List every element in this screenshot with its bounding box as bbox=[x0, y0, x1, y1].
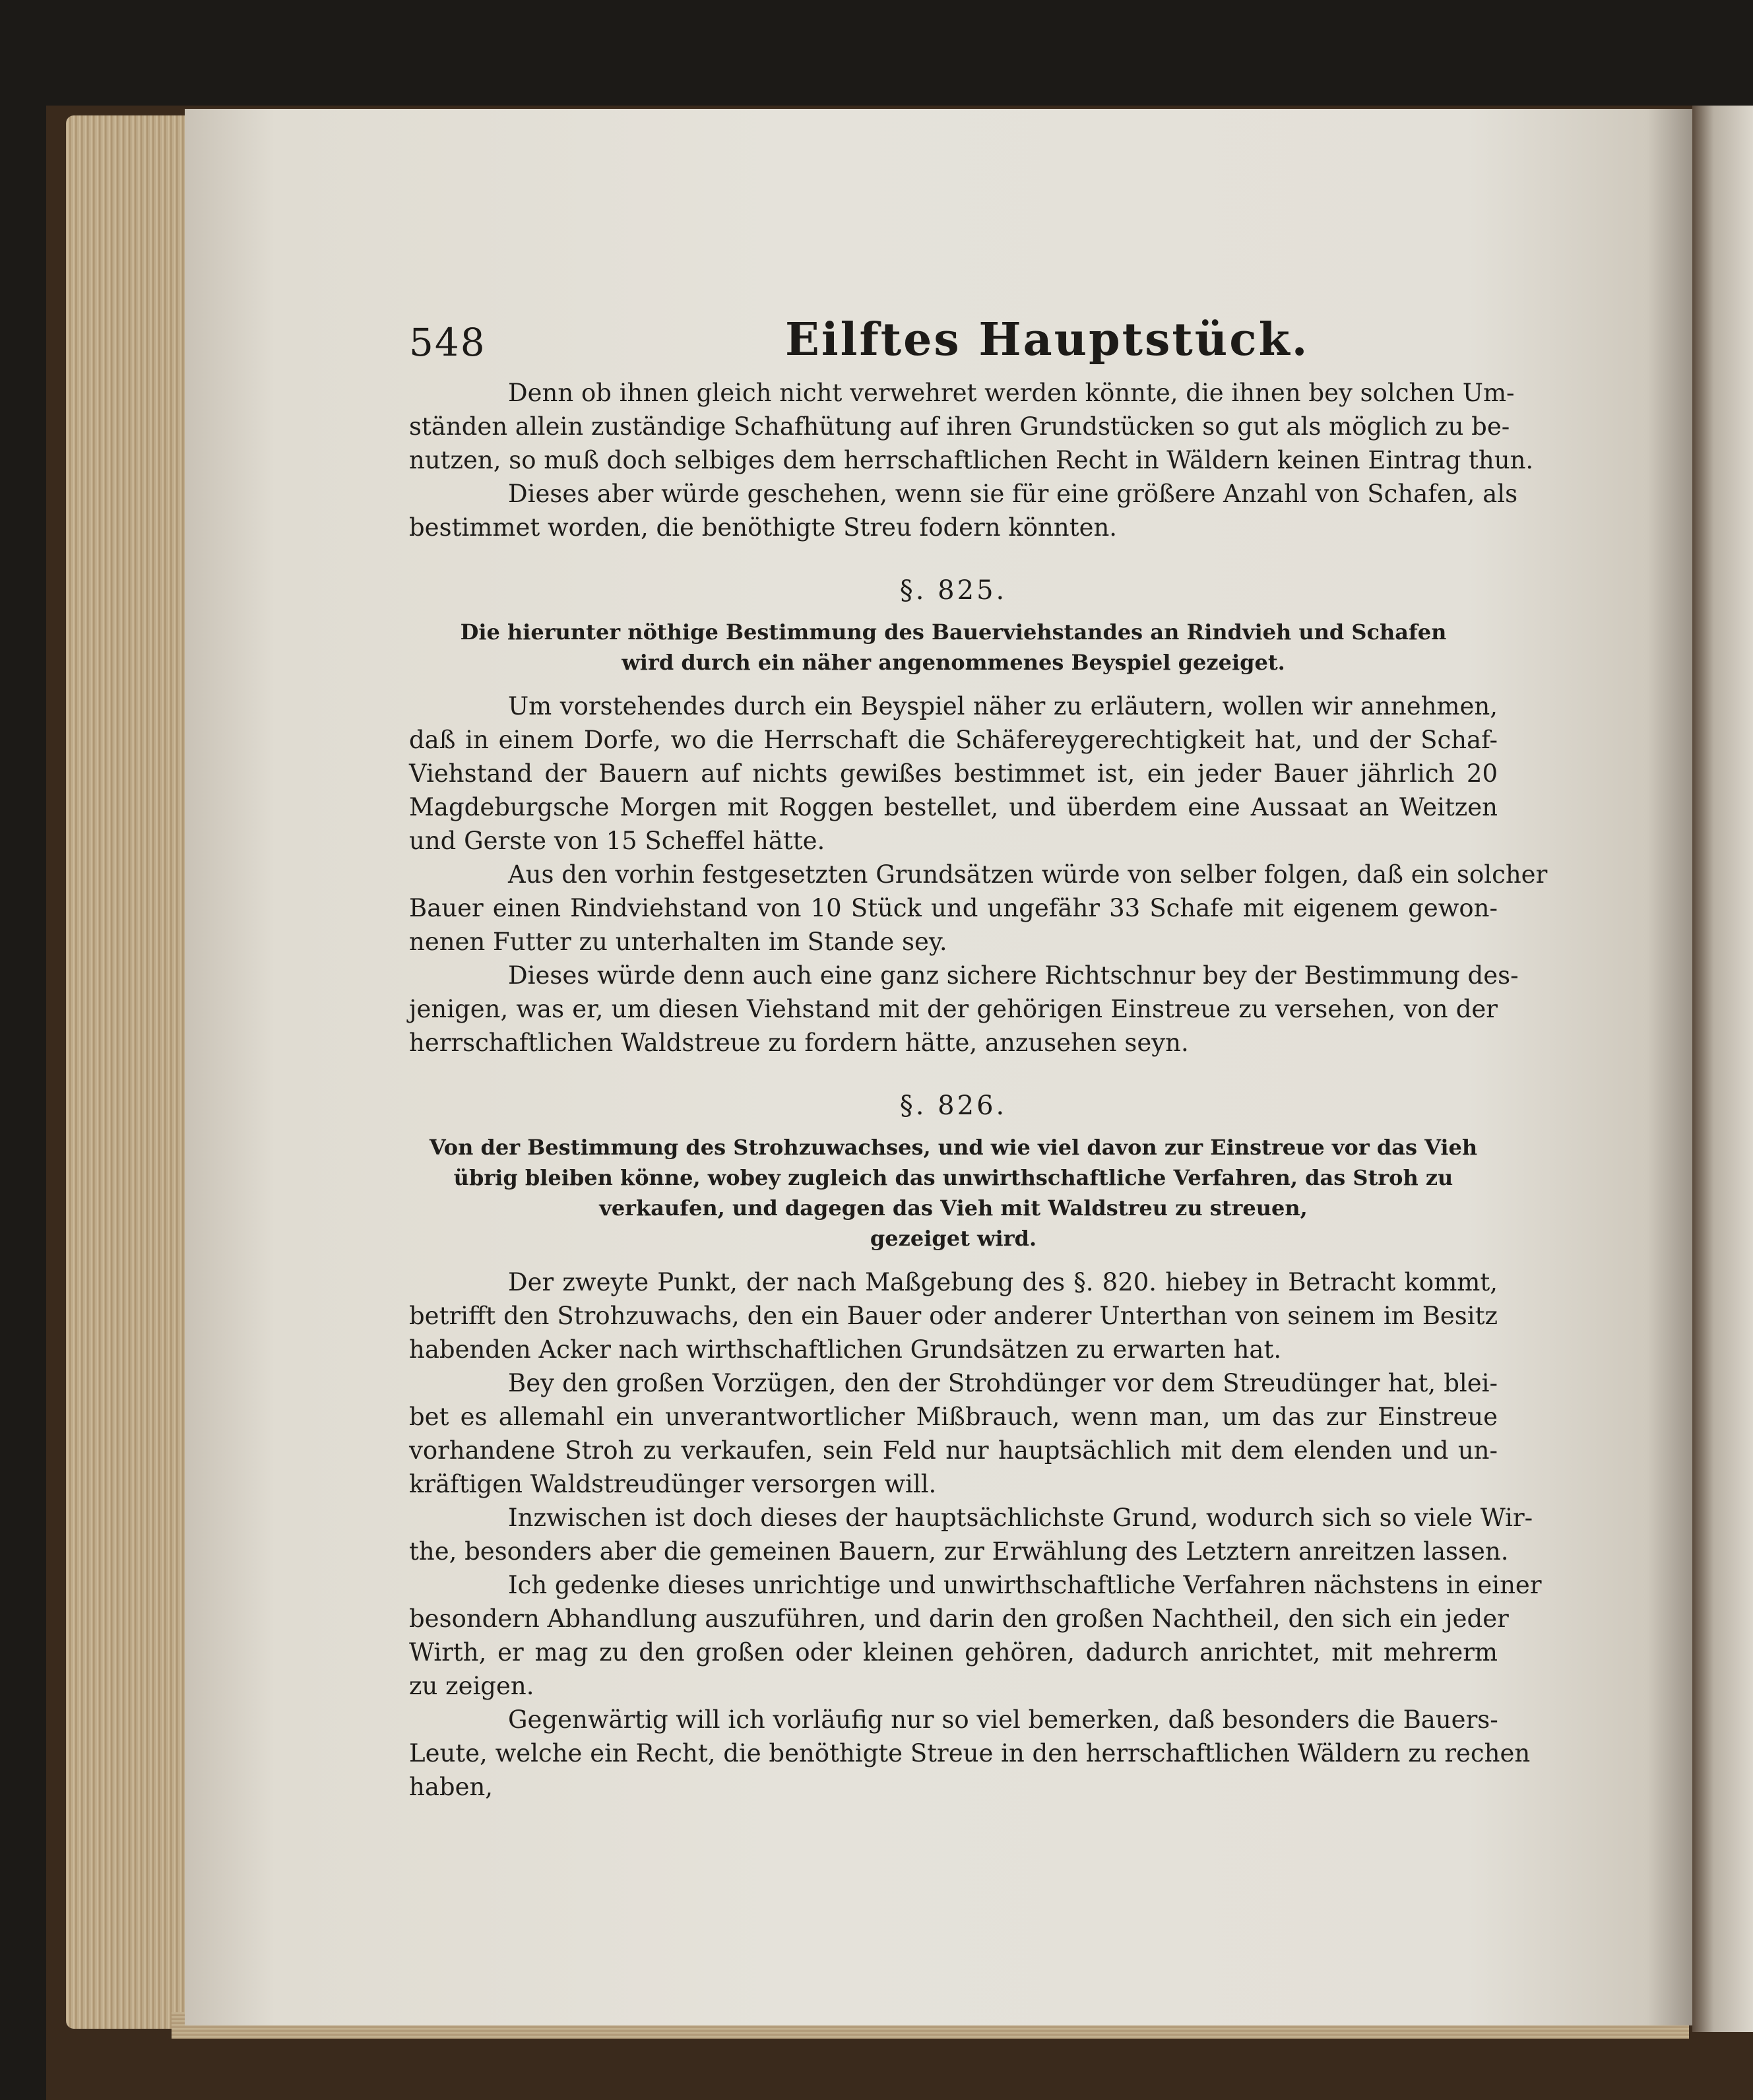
text-line: jenigen, was er, um diesen Viehstand mit der gehörigen Einstreue zu versehen, von der bbox=[409, 995, 1498, 1023]
summary-line: gezeiget wird. bbox=[870, 1226, 1037, 1251]
text-line: nenen Futter zu unterhalten im Stande sey. bbox=[409, 928, 947, 956]
text-line: betrifft den Strohzuwachs, den ein Bauer oder anderer Unterthan von seinem im Besitz bbox=[409, 1302, 1498, 1330]
text-line: und Gerste von 15 Scheffel hätte. bbox=[409, 827, 825, 855]
text-line: Leute, welche ein Recht, die benöthigte Streue in den herrschaftlichen Wäldern zu rechen bbox=[409, 1739, 1531, 1767]
text-line: herrschaftlichen Waldstreue zu fordern hätte, anzusehen seyn. bbox=[409, 1029, 1189, 1057]
text-line: the, besonders aber die gemeinen Bauern, zur Erwählung des Letztern anreitzen lassen. bbox=[409, 1537, 1509, 1566]
text-line: Dieses aber würde geschehen, wenn sie für eine größere Anzahl von Schafen, als bbox=[508, 480, 1518, 508]
text-line: Magdeburgsche Morgen mit Roggen bestellet, und überdem eine Aussaat an Weitzen bbox=[409, 793, 1498, 821]
text-line: Ich gedenke dieses unrichtige und unwirthschaftliche Verfahren nächstens in einer bbox=[508, 1571, 1542, 1599]
text-line: kräftigen Waldstreudünger versorgen will. bbox=[409, 1470, 937, 1498]
running-title: Eilftes Hauptstück. bbox=[785, 313, 1310, 366]
intro-paragraph bbox=[409, 376, 1534, 544]
text-line: Denn ob ihnen gleich nicht verwehret werden könnte, die ihnen bey solchen Um- bbox=[508, 379, 1515, 407]
summary-line: Von der Bestimmung des Strohzuwachses, und wie viel davon zur Einstreue vor das Vieh bbox=[429, 1135, 1478, 1160]
text-line: Inzwischen ist doch dieses der hauptsächlichste Grund, wodurch sich so viele Wir- bbox=[508, 1504, 1533, 1532]
text-line: zu zeigen. bbox=[409, 1672, 534, 1700]
text-line: ständen allein zuständige Schafhütung auf ihren Grundstücken so gut als möglich zu be- bbox=[409, 412, 1510, 441]
summary-line: übrig bleiben könne, wobey zugleich das unwirthschaftliche Verfahren, das Stroh zu bbox=[453, 1165, 1453, 1190]
text-line: habenden Acker nach wirthschaftlichen Grundsätzen zu erwarten hat. bbox=[409, 1335, 1282, 1364]
text-line: Gegenwärtig will ich vorläufig nur so viel bemerken, daß besonders die Bauers- bbox=[508, 1705, 1498, 1734]
section-summary-826 bbox=[409, 1132, 1498, 1254]
text-line: Bey den großen Vorzügen, den der Strohdünger vor dem Streudünger hat, blei- bbox=[508, 1369, 1498, 1397]
section-body-826 bbox=[409, 1265, 1542, 1804]
text-line: daß in einem Dorfe, wo die Herrschaft die Schäfereygerechtigkeit hat, und der Schaf- bbox=[409, 726, 1498, 754]
text-line: Aus den vorhin festgesetzten Grundsätzen würde von selber folgen, daß ein solcher bbox=[508, 860, 1548, 889]
text-line: Der zweyte Punkt, der nach Maßgebung des §. 820. hiebey in Betracht kommt, bbox=[508, 1268, 1498, 1296]
text-line: Bauer einen Rindviehstand von 10 Stück und ungefähr 33 Schafe mit eigenem gewon- bbox=[409, 894, 1498, 922]
summary-line: wird durch ein näher angenommenes Beyspiel gezeiget. bbox=[622, 650, 1285, 675]
section-body-825 bbox=[409, 689, 1548, 1060]
text-line: Dieses würde denn auch eine ganz sichere Richtschnur bey der Bestimmung des- bbox=[508, 961, 1519, 990]
text-line: vorhandene Stroh zu verkaufen, sein Feld nur hauptsächlich mit dem elenden und un- bbox=[409, 1436, 1498, 1465]
text-line: bestimmet worden, die benöthigte Streu fodern könnten. bbox=[409, 513, 1118, 542]
page-header bbox=[409, 300, 1498, 373]
text-line: Viehstand der Bauern auf nichts gewißes bestimmet ist, ein jeder Bauer jährlich 20 bbox=[409, 759, 1498, 788]
text-line: besondern Abhandlung auszuführen, und darin den großen Nachtheil, den sich ein jeder bbox=[409, 1605, 1509, 1633]
text-line: nutzen, so muß doch selbiges dem herrschaftlichen Recht in Wäldern keinen Eintrag thun. bbox=[409, 446, 1534, 474]
page-text bbox=[409, 376, 1548, 1804]
summary-line: Die hierunter nöthige Bestimmung des Bauerviehstandes an Rindvieh und Schafen bbox=[460, 620, 1447, 645]
text-line: Um vorstehendes durch ein Beyspiel näher zu erläutern, wollen wir annehmen, bbox=[508, 692, 1498, 720]
page-number: 548 bbox=[409, 320, 486, 365]
text-line: bet es allemahl ein unverantwortlicher Mißbrauch, wenn man, um das zur Einstreue bbox=[409, 1403, 1498, 1431]
text-line: Wirth, er mag zu den großen oder kleinen gehören, dadurch anrichtet, mit mehrerm bbox=[409, 1638, 1498, 1667]
summary-line: verkaufen, und dagegen das Vieh mit Waldstreu zu streuen, bbox=[599, 1195, 1308, 1221]
facing-page bbox=[1692, 106, 1753, 2032]
catchword: haben, bbox=[409, 1773, 494, 1801]
section-mark-825: §. 825. bbox=[899, 575, 1007, 606]
section-summary-825 bbox=[409, 617, 1498, 678]
section-mark-826: §. 826. bbox=[899, 1091, 1007, 1121]
